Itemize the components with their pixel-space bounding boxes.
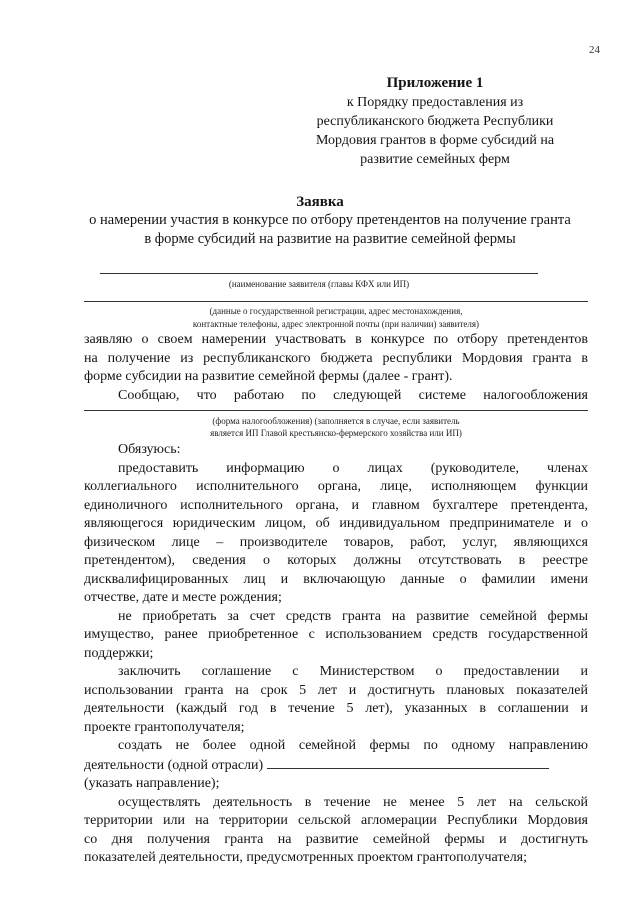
registration-caption: контактные телефоны, адрес электронной почты (при наличии) заявителя) <box>192 319 480 329</box>
application-subtitle <box>70 211 590 249</box>
text-line: заявляю о своем намерении участвовать в конкурсе по отбору претендентов <box>84 332 588 347</box>
registration-line <box>84 301 588 302</box>
text-line: предоставить информацию о лицах (руководителе, членах <box>118 460 588 476</box>
text-line: заключить соглашение с Министерством о предоставлении и <box>118 664 588 679</box>
appendix-title: Приложение 1 <box>386 75 484 91</box>
obligations-heading: Обязуюсь: <box>118 442 181 457</box>
text-line: единоличного исполнительного органа, и главном бухгалтере претендента, <box>84 497 588 513</box>
text-line: территории или на территории сельской агломерации Республики Мордовия <box>84 813 588 828</box>
applicant-name-caption: (наименование заявителя (главы КФХ или ИП) <box>228 279 410 289</box>
applicant-name-line <box>100 273 538 274</box>
text-line: поддержки; <box>84 645 154 661</box>
text-line: претендентом), сведения о которых должны отсутствовать в реестре <box>84 553 588 568</box>
direction-blank <box>267 756 549 769</box>
text-line: со дня получения гранта на развитие семейной фермы и достигнуть <box>84 831 588 847</box>
appendix-header <box>300 74 570 169</box>
text-line: создать не более одной семейной фермы по одному направлению <box>118 738 588 753</box>
text-line: дисквалифицированных лиц и включающую данные о фамилии имени <box>84 571 588 587</box>
application-subtitle-line: о намерении участия в конкурсе по отбору претендентов на получение гранта <box>89 212 571 228</box>
appendix-line: развитие семейных ферм <box>360 152 510 167</box>
obligations <box>84 441 588 868</box>
application-title: Заявка <box>296 194 344 210</box>
text-line: (указать направление); <box>84 776 220 791</box>
text-line: являющегося юридическим лицом, об индивидуальном предпринимателе и о <box>84 516 588 531</box>
declaration-paragraph <box>84 331 588 405</box>
text-line: отчестве, дате и месте рождения; <box>84 590 282 605</box>
text-line: использовании гранта на срок 5 лет и достигнуть плановых показателей <box>84 682 588 698</box>
text-line: осуществлять деятельность в течение не менее 5 лет на сельской <box>118 794 588 810</box>
application-subtitle-line: в форме субсидий на развитие на развитие семейной фермы <box>144 231 516 247</box>
tax-statement: Сообщаю, что работаю по следующей системе налогообложения <box>118 387 588 403</box>
tax-form-line <box>84 410 588 411</box>
text-line: на получение из республиканского бюджета республики Мордовия гранта в <box>84 350 588 366</box>
registration-caption: (данные о государственной регистрации, адрес местонахождения, <box>209 306 463 316</box>
tax-form-caption: (форма налогообложения) (заполняется в случае, если заявитель <box>212 416 460 426</box>
page-number: 24 <box>589 44 600 56</box>
text-line <box>84 756 588 776</box>
text-line: деятельности (каждый год в течение 5 лет), указанных в соглашении и <box>84 701 588 716</box>
tax-form-caption: является ИП Главой крестьянско-фермерского хозяйства или ИП) <box>210 428 462 438</box>
text-fragment: деятельности (одной отрасли) <box>84 757 264 773</box>
text-line: показателей деятельности, предусмотренных проектом грантополучателя; <box>84 850 528 865</box>
text-line: физическом лице – производителе товаров, работ, услуг, являющихся <box>84 534 588 550</box>
text-line: коллегиального исполнительного органа, лице, исполняющем функции <box>84 479 588 494</box>
text-line: имущество, ранее приобретенное с использованием средств государственной <box>84 627 588 642</box>
appendix-line: к Порядку предоставления из <box>346 95 524 110</box>
text-line: форме субсидии на развитие семейной фермы (далее - грант). <box>84 369 453 384</box>
appendix-line: Мордовия грантов в форме субсидий на <box>315 133 555 148</box>
text-line: не приобретать за счет средств гранта на развитие семейной фермы <box>118 608 588 624</box>
appendix-line: республиканского бюджета Республики <box>316 114 554 129</box>
text-line: проекте грантополучателя; <box>84 719 245 735</box>
